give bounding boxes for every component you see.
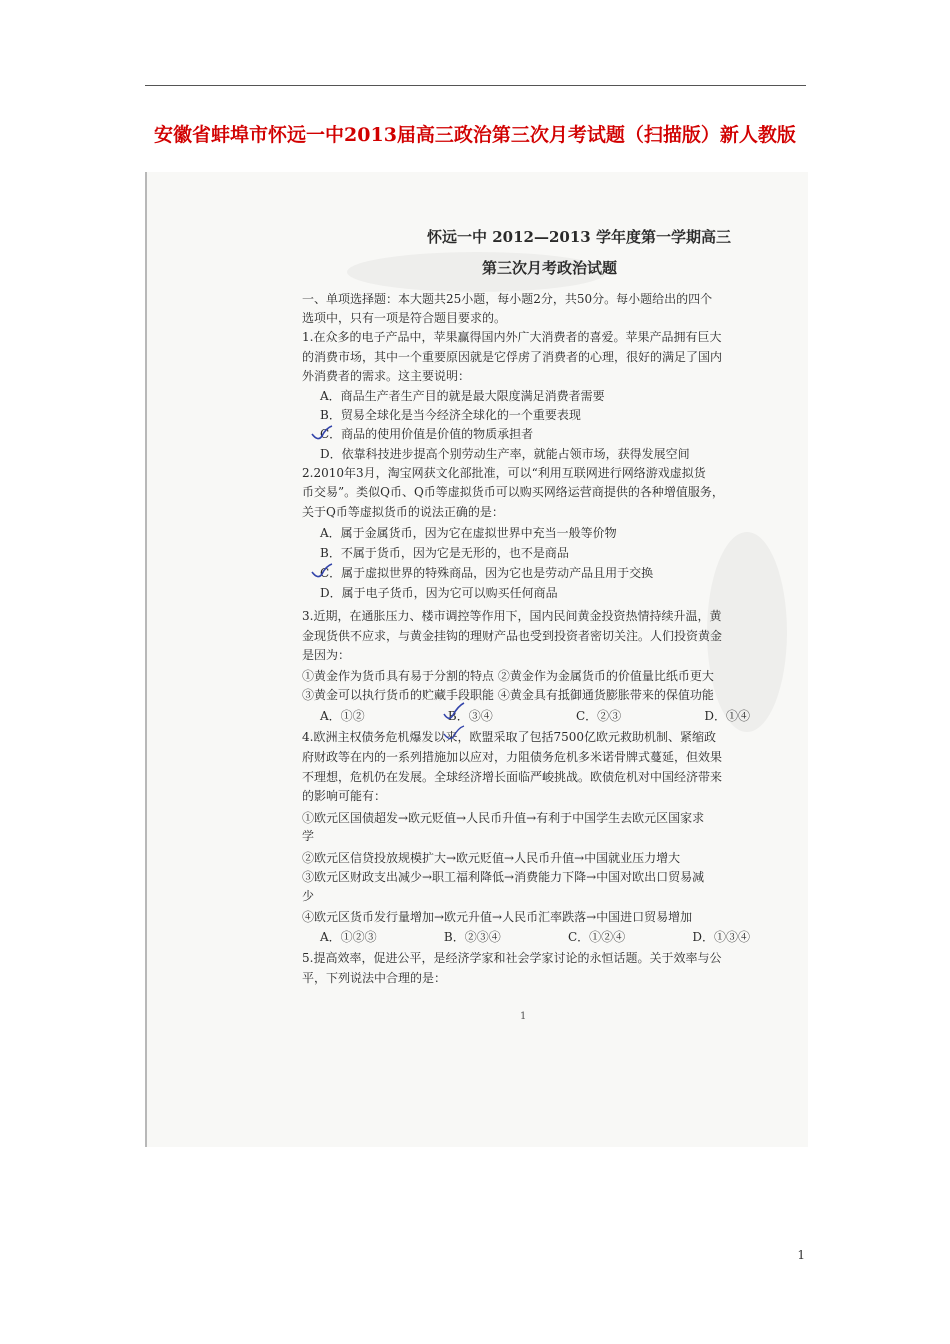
text-line: 平，下列说法中合理的是： xyxy=(302,971,447,985)
text-line: 府财政等在内的一系列措施加以应对，力阻债务危机多米诺骨牌式蔓延，但效果 xyxy=(302,750,723,764)
text-line: 少 xyxy=(302,889,315,903)
text-line: 的消费市场，其中一个重要原因就是它俘虏了消费者的心理，很好的满足了国内 xyxy=(302,350,723,364)
text-line: 是因为： xyxy=(302,648,351,662)
text-line: 不理想，危机仍在发展。全球经济增长面临严峻挑战。欧债危机对中国经济带来 xyxy=(302,770,723,784)
text-line: 的影响可能有： xyxy=(302,789,387,803)
option-line: A．属于金属货币，因为它在虚拟世界中充当一般等价物 xyxy=(320,526,617,540)
option-line: C．属于虚拟世界的特殊商品，因为它也是劳动产品且用于交换 xyxy=(320,566,654,580)
text-line: ③欧元区财政支出减少→职工福利降低→消费能力下降→中国对欧出口贸易减 xyxy=(302,870,705,884)
option-line: C．商品的使用价值是价值的物质承担者 xyxy=(320,427,534,441)
text-line: 一、单项选择题：本大题共25小题，每小题2分，共50分。每小题给出的四个 xyxy=(302,292,713,306)
option-line: A．商品生产者生产目的就是最大限度满足消费者需要 xyxy=(320,389,605,403)
text-line: 1.在众多的电子产品中，苹果赢得国内外广大消费者的喜爱。苹果产品拥有巨大 xyxy=(302,330,722,344)
q3-option-c: C．②③ xyxy=(575,709,622,723)
q4-options xyxy=(320,928,750,948)
text-line: 金现货供不应求，与黄金挂钩的理财产品也受到投资者密切关注。人们投资黄金 xyxy=(302,629,723,643)
page-number: 1 xyxy=(797,1248,805,1262)
text-line: 2.2010年3月，淘宝网获文化部批准，可以“利用互联网进行网络游戏虚拟货 xyxy=(302,466,706,480)
handwritten-check-icon xyxy=(310,424,334,444)
text-line: ④欧元区货币发行量增加→欧元升值→人民币汇率跌落→中国进口贸易增加 xyxy=(302,910,693,924)
header-rule xyxy=(145,85,806,86)
q3-option-b: B．③④ xyxy=(447,709,493,723)
document-title: 安徽省蚌埠市怀远一中2013届高三政治第三次月考试题（扫描版）新人教版 xyxy=(154,124,796,146)
text-line: 选项中，只有一项是符合题目要求的。 xyxy=(302,311,507,325)
q3-option-a: A．①② xyxy=(320,709,365,723)
handwritten-check-icon xyxy=(442,724,466,744)
text-line: 5.提高效率，促进公平，是经济学家和社会学家讨论的永恒话题。关于效率与公 xyxy=(302,951,722,965)
text-line: ①黄金作为货币具有易于分割的特点 ②黄金作为金属货币的价值量比纸币更大 xyxy=(302,669,714,683)
q4-option-a: A．①②③ xyxy=(320,930,377,944)
text-line: 4.欧洲主权债务危机爆发以来，欧盟采取了包括7500亿欧元救助机制、紧缩政 xyxy=(302,730,716,744)
text-line: 关于Q币等虚拟货币的说法正确的是： xyxy=(302,505,504,519)
scanned-page xyxy=(145,172,808,1147)
text-line: ②欧元区信贷投放规模扩大→欧元贬值→人民币升值→中国就业压力增大 xyxy=(302,851,681,865)
q4-option-d: D．①③④ xyxy=(692,930,750,944)
scan-page-mark: 1 xyxy=(520,1011,527,1022)
text-line: ①欧元区国债超发→欧元贬值→人民币升值→有利于中国学生去欧元区国家求 xyxy=(302,811,705,825)
text-line: 学 xyxy=(302,829,315,843)
option-line: B．贸易全球化是当今经济全球化的一个重要表现 xyxy=(320,408,581,422)
handwritten-check-icon xyxy=(310,562,334,582)
text-line: ③黄金可以执行货币的贮藏手段职能 ④黄金具有抵御通货膨胀带来的保值功能 xyxy=(302,688,714,702)
text-line: 3.近期，在通胀压力、楼市调控等作用下，国内民间黄金投资热情持续升温，黄 xyxy=(302,609,722,623)
exam-heading-1: 怀远一中 2012—2013 学年度第一学期高三 xyxy=(427,228,731,246)
q3-option-d: D．①④ xyxy=(704,709,750,723)
option-line: B．不属于货币，因为它是无形的，也不是商品 xyxy=(320,546,569,560)
option-line: D．属于电子货币，因为它可以购买任何商品 xyxy=(320,586,558,600)
q4-option-b: B．②③④ xyxy=(443,930,501,944)
exam-heading-2: 第三次月考政治试题 xyxy=(482,259,618,277)
handwritten-check-icon xyxy=(442,702,466,724)
text-line: 外消费者的需求。这主要说明： xyxy=(302,369,471,383)
q3-options xyxy=(320,707,750,727)
option-line: D．依靠科技进步提高个别劳动生产率，就能占领市场，获得发展空间 xyxy=(320,447,690,461)
q4-option-c: C．①②④ xyxy=(567,930,626,944)
text-line: 币交易”。类似Q币、Q币等虚拟货币可以购买网络运营商提供的各种增值服务， xyxy=(302,485,724,499)
